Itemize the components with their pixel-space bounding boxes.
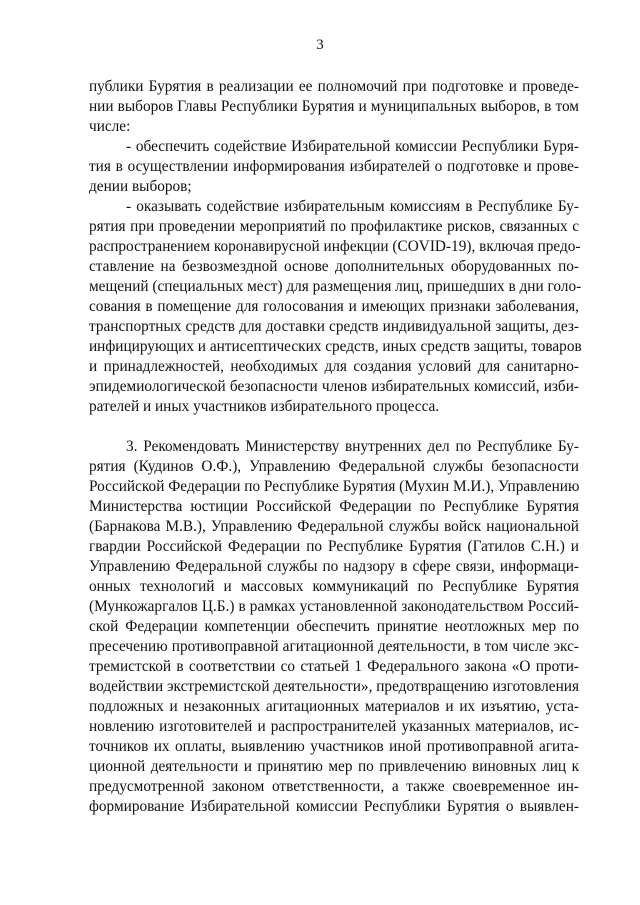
text-line: числе: [89,118,131,135]
text-line: инфицирующих и антисептических средств, иных средств защиты, товаров [89,338,582,355]
text-line: эпидемиологической безопасности членов избирательных комиссий, изби- [89,378,579,395]
text-line: 3. Рекомендовать Министерству внутренних дел по Республике Бу- [126,438,579,455]
text-line: гвардии Российской Федерации по Республике Бурятия (Гатилов С.Н.) и [89,538,579,555]
text-line: - оказывать содействие избирательным комиссиям в Республике Бу- [126,198,579,215]
text-line: ционной деятельности и принятию мер по привлечению виновных лиц к [89,758,579,775]
text-line: транспортных средств для доставки средств индивидуальной защиты, дез- [89,318,579,335]
text-line: ской Федерации компетенции обеспечить принятие неотложных мер по [89,618,579,635]
text-line: водействии экстремистской деятельности», предотвращению изготовления [89,678,579,695]
text-line: (Барнакова М.В.), Управлению Федеральной службы войск национальной [89,518,579,535]
text-line: тремистской в соответствии со статьей 1 Федерального закона «О проти- [89,658,579,675]
text-line: распространением коронавирусной инфекции (COVID-19), включая предо- [89,238,581,255]
text-line: мещений (специальных мест) для размещения лиц, пришедших в дни голо- [89,278,582,295]
text-line: Российской Федерации по Республике Бурятия (Мухин М.И.), Управлению [89,478,580,495]
text-line: (Мункожаргалов Ц.Б.) в рамках установленной законодательством Россий- [89,598,579,615]
text-line: ставление на безвозмездной основе дополнительных оборудованных по- [89,258,579,275]
text-line: подложных и незаконных агитационных материалов и их изъятию, уста- [89,698,579,715]
text-line: рятия (Кудинов О.Ф.), Управлению Федеральной службы безопасности [89,458,579,475]
text-line: публики Бурятия в реализации ее полномочий при подготовке и проведе- [89,78,579,95]
text-line: и принадлежностей, необходимых для создания условий для санитарно- [89,358,579,375]
text-line: Министерства юстиции Российской Федерации по Республике Бурятия [89,498,579,515]
text-line: Управлению Федеральной службы по надзору в сфере связи, информаци- [89,558,579,575]
text-line: онных технологий и массовых коммуникаций по Республике Бурятия [89,578,579,595]
text-line: формирование Избирательной комиссии Республики Бурятия о выявлен- [89,798,579,815]
text-line: нии выборов Главы Республики Бурятия и муниципальных выборов, в том [89,98,579,115]
text-line: рятия при проведении мероприятий по профилактике рисков, связанных с [89,218,579,235]
text-line: рателей и иных участников избирательного процесса. [89,398,440,415]
text-line: пресечению противоправной агитационной деятельности, в том числе экс- [89,638,579,655]
text-line: новлению изготовителей и распространителей указанных материалов, ис- [89,718,579,735]
text-line: дении выборов; [89,178,192,195]
text-line: предусмотренной законом ответственности, а также своевременное ин- [89,778,579,795]
text-line: точников их оплаты, выявлению участников иной противоправной агита- [89,738,579,755]
text-line: - обеспечить содействие Избирательной комиссии Республики Буря- [126,138,579,155]
text-line: тия в осуществлении информирования избирателей о подготовке и прове- [89,158,579,175]
text-line: сования в помещение для голосования и имеющих признаки заболевания, [89,298,579,315]
page-number: 3 [316,37,324,53]
